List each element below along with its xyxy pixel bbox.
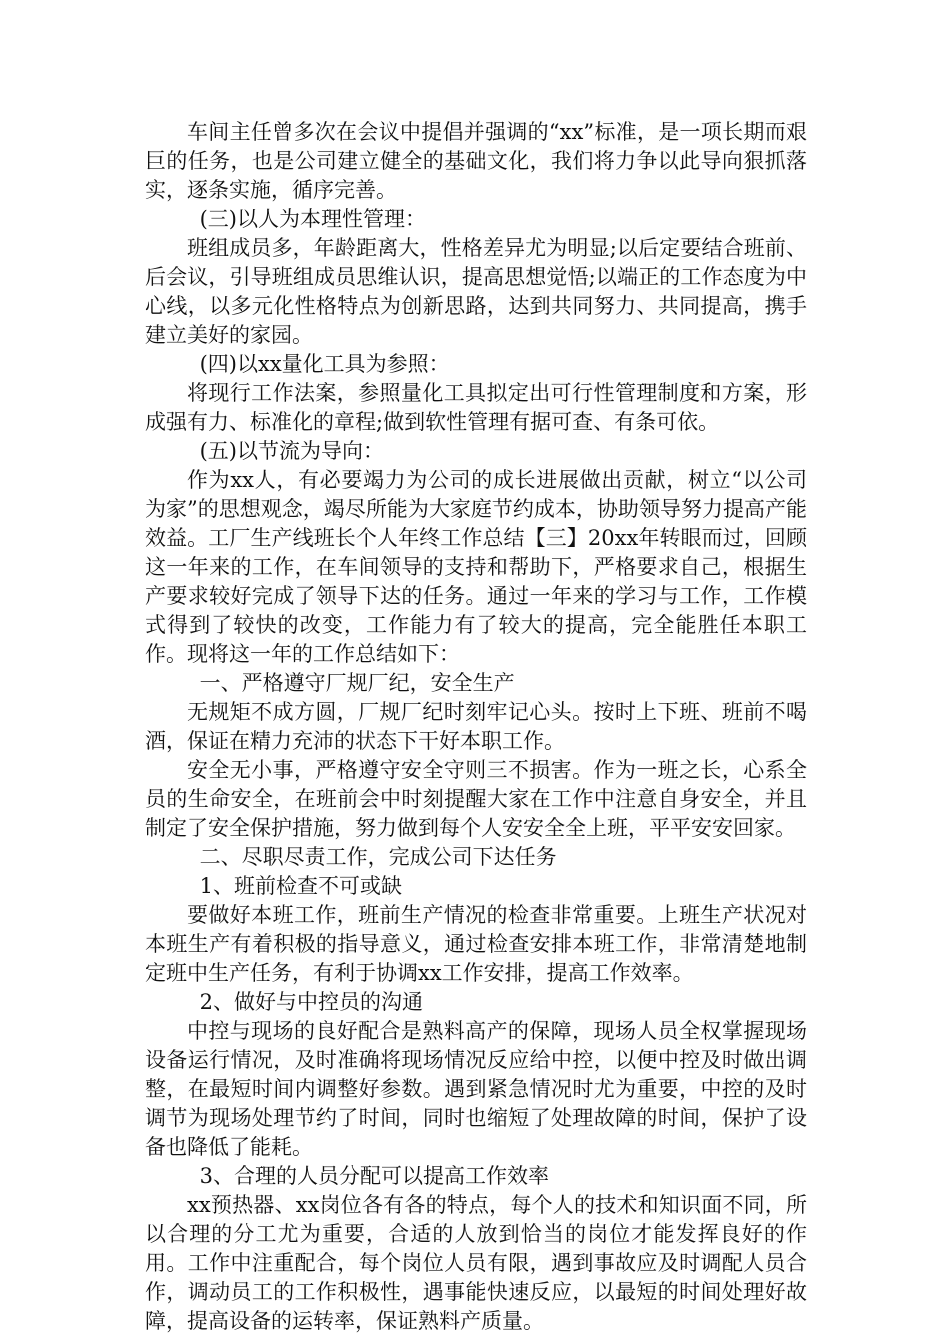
paragraph: 将现行工作法案，参照量化工具拟定出可行性管理制度和方案，形成强有力、标准化的章程;做到软性管理有据可查、有条可依。 xyxy=(145,381,807,434)
section-heading: 二、尽职尽责工作，完成公司下达任务 xyxy=(199,845,557,869)
paragraph: xx预热器、xx岗位各有各的特点，每个人的技术和知识面不同，所以合理的分工尤为重要，合适的人放到恰当的岗位才能发挥良好的作用。工作中注重配合，每个岗位人员有限，遇到事故应及时调配人员合作，调动员工的工作积极性，遇事能快速反应，以最短的时间处理好故障，提高设备的运转率，保证熟料产质量。 xyxy=(145,1193,807,1333)
section-heading: (五)以节流为导向： xyxy=(199,439,384,463)
paragraph: 班组成员多，年龄距离大，性格差异尤为明显;以后定要结合班前、后会议，引导班组成员思维认识，提高思想觉悟;以端正的工作态度为中心线，以多元化性格特点为创新思路，达到共同努力、共同提高，携手建立美好的家园。 xyxy=(145,236,807,347)
section-heading: (三)以人为本理性管理： xyxy=(199,207,426,231)
paragraph: 中控与现场的良好配合是熟料高产的保障，现场人员全权掌握现场设备运行情况，及时准确将现场情况反应给中控，以便中控及时做出调整，在最短时间内调整好参数。遇到紧急情况时尤为重要，中控的及时调节为现场处理节约了时间，同时也缩短了处理故障的时间，保护了设备也降低了能耗。 xyxy=(145,1019,807,1159)
paragraph: 无规矩不成方圆，厂规厂纪时刻牢记心头。按时上下班、班前不喝酒，保证在精力充沛的状态下干好本职工作。 xyxy=(145,700,807,753)
section-heading: (四)以xx量化工具为参照： xyxy=(199,352,450,376)
subsection-heading: 1、班前检查不可或缺 xyxy=(199,874,402,898)
subsection-heading: 3、合理的人员分配可以提高工作效率 xyxy=(199,1164,549,1188)
subsection-heading: 2、做好与中控员的沟通 xyxy=(199,990,423,1014)
paragraph: 安全无小事，严格遵守安全守则三不损害。作为一班之长，心系全员的生命安全，在班前会中时刻提醒大家在工作中注意自身安全，并且制定了安全保护措施，努力做到每个人安安全全上班，平平安安回家。 xyxy=(145,758,807,840)
paragraph: 作为xx人，有必要竭力为公司的成长进展做出贡献，树立“以公司为家”的思想观念，竭尽所能为大家庭节约成本，协助领导努力提高产能效益。工厂生产线班长个人年终工作总结【三】20xx年转眼而过，回顾这一年来的工作，在车间领导的支持和帮助下，严格要求自己，根据生产要求较好完成了领导下达的任务。通过一年来的学习与工作，工作模式得到了较快的改变，工作能力有了较大的提高，完全能胜任本职工作。现将这一年的工作总结如下： xyxy=(145,468,807,666)
paragraph: 要做好本班工作，班前生产情况的检查非常重要。上班生产状况对本班生产有着积极的指导意义，通过检查安排本班工作，非常清楚地制定班中生产任务，有利于协调xx工作安排，提高工作效率。 xyxy=(145,903,807,985)
document-page xyxy=(145,118,807,1336)
paragraph: 车间主任曾多次在会议中提倡并强调的“xx”标准，是一项长期而艰巨的任务，也是公司建立健全的基础文化，我们将力争以此导向狠抓落实，逐条实施，循序完善。 xyxy=(145,120,807,202)
section-heading: 一、严格遵守厂规厂纪，安全生产 xyxy=(199,671,515,695)
